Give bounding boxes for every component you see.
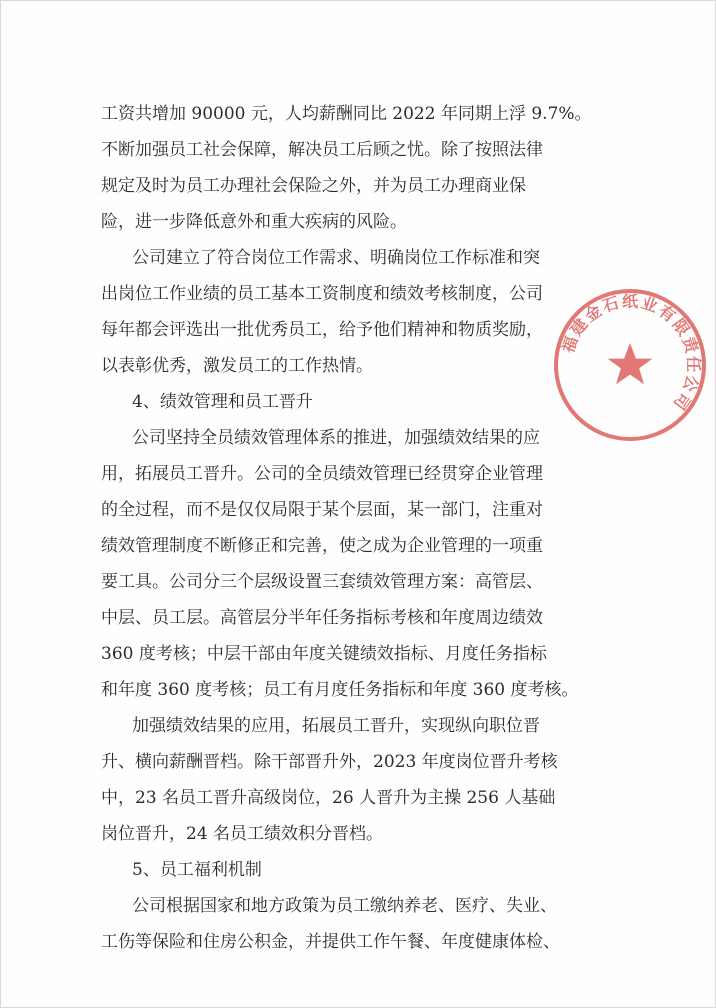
text-line: 工资共增加 90000 元，人均薪酬同比 2022 年同期上浮 9.7%。 xyxy=(101,104,592,124)
text-line: 岗位晋升，24 名员工绩效积分晋档。 xyxy=(101,824,384,844)
text-line: 以表彰优秀，激发员工的工作热情。 xyxy=(101,356,373,376)
text-line: 规定及时为员工办理社会保险之外，并为员工办理商业保 xyxy=(101,176,526,196)
section-heading: 4、绩效管理和员工晋升 xyxy=(132,392,313,412)
svg-text:福建金石纸业有限责任公司 xyxy=(558,292,703,415)
text-line: 不断加强员工社会保障，解决员工后顾之忧。除了按照法律 xyxy=(101,140,543,160)
text-line: 要工具。公司分三个层级设置三套绩效管理方案：高管层、 xyxy=(101,572,543,592)
seal-text: 福建金石纸业有限责任公司 xyxy=(558,291,704,415)
text-line: 和年度 360 度考核；员工有月度任务指标和年度 360 度考核。 xyxy=(101,680,579,700)
paragraph-start-line: 公司坚持全员绩效管理体系的推进，加强绩效结果的应 xyxy=(132,428,540,448)
seal-star-icon xyxy=(608,343,653,384)
text-line: 升、横向薪酬晋档。除干部晋升外，2023 年度岗位晋升考核 xyxy=(101,752,558,772)
text-line: 出岗位工作业绩的员工基本工资制度和绩效考核制度，公司 xyxy=(101,284,543,304)
text-line: 360 度考核；中层干部由年度关键绩效指标、月度任务指标 xyxy=(101,644,547,664)
text-line: 险，进一步降低意外和重大疾病的风险。 xyxy=(101,212,407,232)
text-line: 中层、员工层。高管层分半年任务指标考核和年度周边绩效 xyxy=(101,608,543,628)
company-seal-icon xyxy=(550,285,710,445)
text-line: 用，拓展员工晋升。公司的全员绩效管理已经贯穿企业管理 xyxy=(101,464,543,484)
text-line: 的全过程，而不是仅仅局限于某个层面，某一部门，注重对 xyxy=(101,500,543,520)
text-line: 每年都会评选出一批优秀员工，给予他们精神和物质奖励， xyxy=(101,320,543,340)
text-line: 工伤等保险和住房公积金，并提供工作午餐、年度健康体检、 xyxy=(101,932,560,952)
section-heading: 5、员工福利机制 xyxy=(132,860,262,880)
text-line: 中，23 名员工晋升高级岗位，26 人晋升为主操 256 人基础 xyxy=(101,788,556,808)
paragraph-start-line: 加强绩效结果的应用，拓展员工晋升，实现纵向职位晋 xyxy=(132,716,540,736)
paragraph-start-line: 公司建立了符合岗位工作需求、明确岗位工作标准和突 xyxy=(132,248,540,268)
text-line: 绩效管理制度不断修正和完善，使之成为企业管理的一项重 xyxy=(101,536,543,556)
paragraph-start-line: 公司根据国家和地方政策为员工缴纳养老、医疗、失业、 xyxy=(132,896,557,916)
